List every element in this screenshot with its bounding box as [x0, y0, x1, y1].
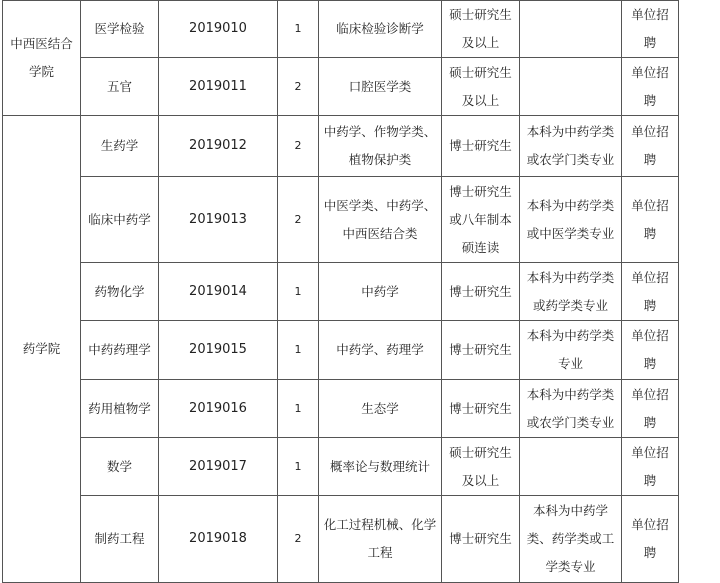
major-cell: 药用植物学 — [81, 380, 159, 438]
headcount-cell: 2 — [278, 496, 319, 583]
requirement-cell — [520, 1, 622, 58]
major-cell: 中药药理学 — [81, 321, 159, 380]
requirement-cell: 本科为中药学类或中医学类专业 — [520, 177, 622, 263]
recruit-method-cell: 单位招聘 — [622, 1, 679, 58]
headcount-cell: 2 — [278, 58, 319, 116]
education-cell: 博士研究生 — [442, 116, 520, 177]
position-code-cell: 2019010 — [159, 1, 278, 58]
recruit-method-cell: 单位招聘 — [622, 263, 679, 321]
discipline-cell: 中药学、药理学 — [319, 321, 442, 380]
education-cell: 博士研究生 — [442, 496, 520, 583]
table-row — [3, 321, 679, 380]
table-row — [3, 263, 679, 321]
table-row — [3, 496, 679, 583]
discipline-cell: 中药学 — [319, 263, 442, 321]
position-code-cell: 2019015 — [159, 321, 278, 380]
headcount-cell: 1 — [278, 263, 319, 321]
position-code-cell: 2019012 — [159, 116, 278, 177]
requirement-cell: 本科为中药学类或农学门类专业 — [520, 116, 622, 177]
college-cell: 药学院 — [3, 116, 81, 583]
recruit-method-cell: 单位招聘 — [622, 438, 679, 496]
position-code-cell: 2019011 — [159, 58, 278, 116]
recruit-method-cell: 单位招聘 — [622, 58, 679, 116]
headcount-cell: 1 — [278, 1, 319, 58]
headcount-cell: 2 — [278, 116, 319, 177]
major-cell: 五官 — [81, 58, 159, 116]
requirement-cell — [520, 438, 622, 496]
education-cell: 博士研究生 — [442, 263, 520, 321]
discipline-cell: 中医学类、中药学、中西医结合类 — [319, 177, 442, 263]
major-cell: 生药学 — [81, 116, 159, 177]
education-cell: 硕士研究生及以上 — [442, 58, 520, 116]
requirement-cell: 本科为中药学类、药学类或工学类专业 — [520, 496, 622, 583]
recruit-method-cell: 单位招聘 — [622, 496, 679, 583]
position-code-cell: 2019016 — [159, 380, 278, 438]
headcount-cell: 1 — [278, 380, 319, 438]
education-cell: 博士研究生或八年制本硕连读 — [442, 177, 520, 263]
discipline-cell: 化工过程机械、化学工程 — [319, 496, 442, 583]
requirement-cell: 本科为中药学类或农学门类专业 — [520, 380, 622, 438]
table-row — [3, 380, 679, 438]
position-code-cell: 2019017 — [159, 438, 278, 496]
recruit-method-cell: 单位招聘 — [622, 380, 679, 438]
major-cell: 医学检验 — [81, 1, 159, 58]
table-row — [3, 438, 679, 496]
table-row — [3, 1, 679, 58]
headcount-cell: 1 — [278, 321, 319, 380]
table-row — [3, 116, 679, 177]
table-row — [3, 58, 679, 116]
recruit-method-cell: 单位招聘 — [622, 321, 679, 380]
position-code-cell: 2019014 — [159, 263, 278, 321]
major-cell: 临床中药学 — [81, 177, 159, 263]
table-row — [3, 177, 679, 263]
requirement-cell: 本科为中药学类专业 — [520, 321, 622, 380]
recruit-method-cell: 单位招聘 — [622, 177, 679, 263]
major-cell: 药物化学 — [81, 263, 159, 321]
education-cell: 硕士研究生及以上 — [442, 1, 520, 58]
major-cell: 制药工程 — [81, 496, 159, 583]
recruitment-table-region — [2, 0, 718, 583]
education-cell: 硕士研究生及以上 — [442, 438, 520, 496]
position-code-cell: 2019013 — [159, 177, 278, 263]
discipline-cell: 口腔医学类 — [319, 58, 442, 116]
discipline-cell: 生态学 — [319, 380, 442, 438]
position-code-cell: 2019018 — [159, 496, 278, 583]
discipline-cell: 概率论与数理统计 — [319, 438, 442, 496]
requirement-cell — [520, 58, 622, 116]
education-cell: 博士研究生 — [442, 321, 520, 380]
discipline-cell: 临床检验诊断学 — [319, 1, 442, 58]
headcount-cell: 2 — [278, 177, 319, 263]
major-cell: 数学 — [81, 438, 159, 496]
recruitment-table — [2, 0, 679, 583]
recruit-method-cell: 单位招聘 — [622, 116, 679, 177]
headcount-cell: 1 — [278, 438, 319, 496]
college-cell: 中西医结合学院 — [3, 1, 81, 116]
education-cell: 博士研究生 — [442, 380, 520, 438]
discipline-cell: 中药学、作物学类、植物保护类 — [319, 116, 442, 177]
requirement-cell: 本科为中药学类或药学类专业 — [520, 263, 622, 321]
